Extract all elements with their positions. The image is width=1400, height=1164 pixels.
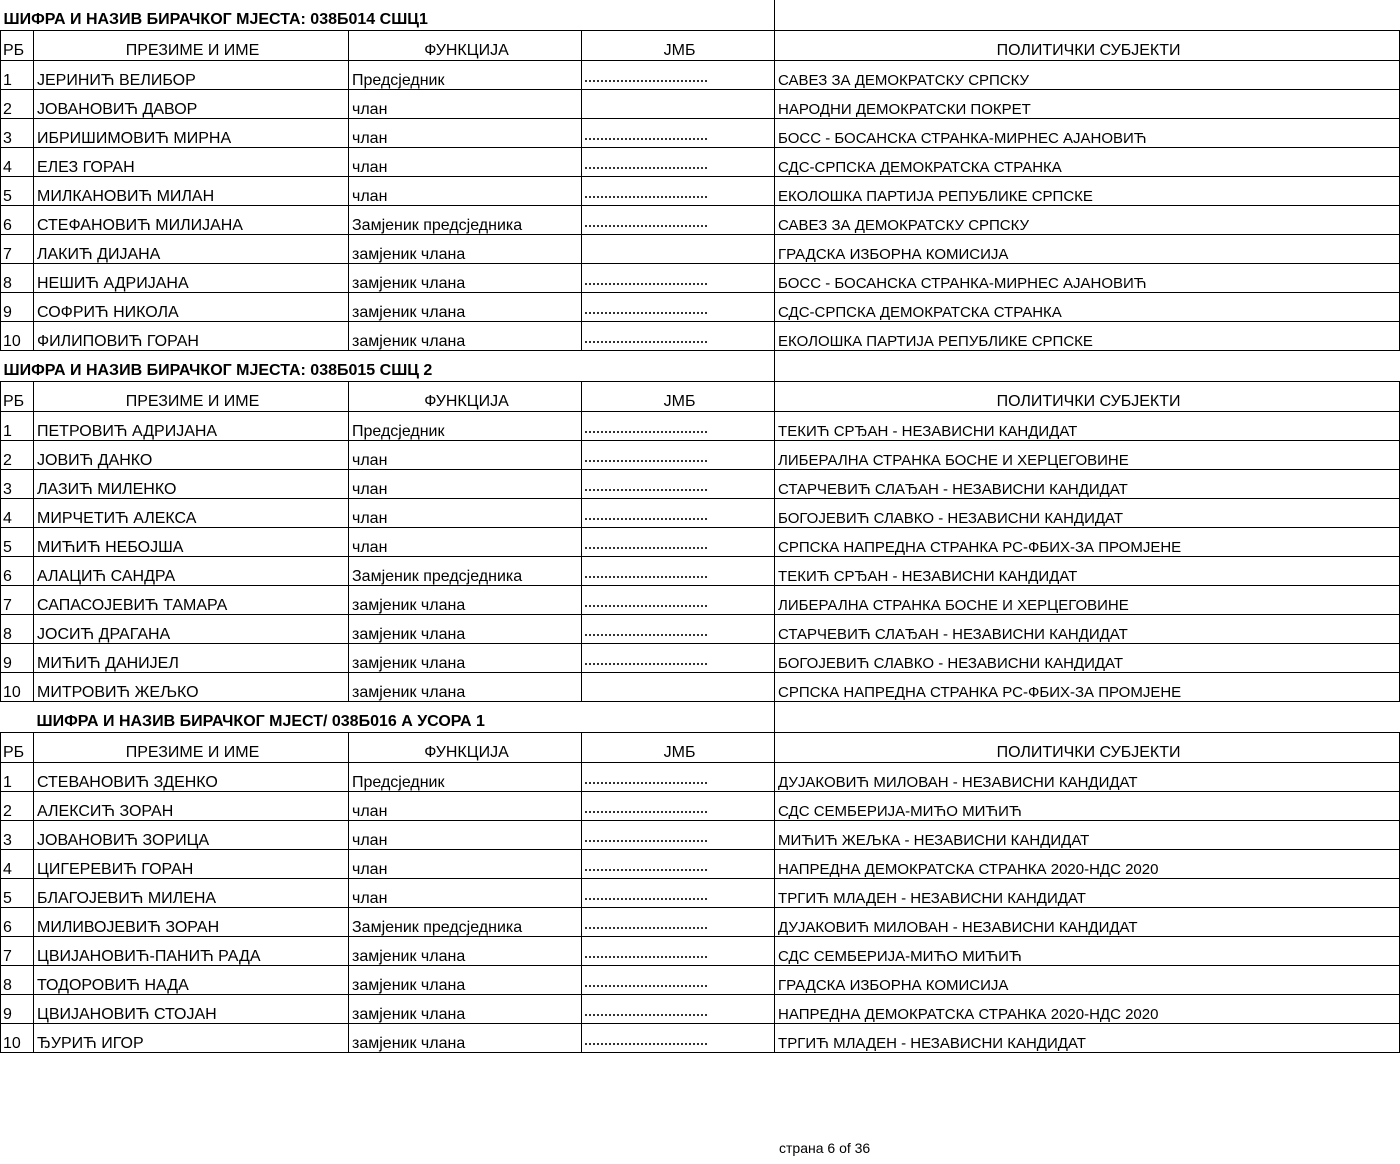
polling-station-title-row bbox=[1, 702, 1400, 733]
political-subject: ЛИБЕРАЛНА СТРАНКА БОСНЕ И ХЕРЦЕГОВИНЕ bbox=[775, 586, 1400, 615]
member-function: члан bbox=[349, 499, 582, 528]
member-jmb bbox=[582, 412, 775, 441]
redacted-jmb-mark bbox=[585, 923, 707, 929]
row-number: 10 bbox=[1, 673, 34, 702]
table-row bbox=[1, 1024, 1400, 1053]
member-name: АЛЕКСИЋ ЗОРАН bbox=[34, 792, 349, 821]
political-subject: СДС СЕМБЕРИЈА-МИЋО МИЋИЋ bbox=[775, 937, 1400, 966]
row-number: 5 bbox=[1, 879, 34, 908]
member-function: члан bbox=[349, 90, 582, 119]
redacted-jmb-mark bbox=[585, 601, 707, 607]
redacted-jmb-mark bbox=[585, 836, 707, 842]
row-number: 10 bbox=[1, 1024, 34, 1053]
member-name: ЕЛЕЗ ГОРАН bbox=[34, 148, 349, 177]
row-number: 5 bbox=[1, 177, 34, 206]
member-jmb bbox=[582, 499, 775, 528]
column-header-row bbox=[1, 382, 1400, 412]
member-function: замјеник члана bbox=[349, 586, 582, 615]
member-jmb bbox=[582, 557, 775, 586]
row-number: 1 bbox=[1, 61, 34, 90]
member-function: члан bbox=[349, 792, 582, 821]
redacted-jmb-mark bbox=[585, 514, 707, 520]
member-function: члан bbox=[349, 528, 582, 557]
table-row bbox=[1, 264, 1400, 293]
member-function: Предсједник bbox=[349, 61, 582, 90]
member-name: ЈЕРИНИЋ ВЕЛИБОР bbox=[34, 61, 349, 90]
polling-station-title: ШИФРА И НАЗИВ БИРАЧКОГ МЈЕСТА: 038Б014 СШЦ1 bbox=[1, 0, 775, 31]
political-subject: ГРАДСКА ИЗБОРНА КОМИСИЈА bbox=[775, 235, 1400, 264]
member-name: САПАСОЈЕВИЋ ТАМАРА bbox=[34, 586, 349, 615]
table-row bbox=[1, 148, 1400, 177]
row-number: 3 bbox=[1, 119, 34, 148]
political-subject: СДС-СРПСКА ДЕМОКРАТСКА СТРАНКА bbox=[775, 293, 1400, 322]
member-function: члан bbox=[349, 441, 582, 470]
member-jmb bbox=[582, 673, 775, 702]
table-row bbox=[1, 644, 1400, 673]
political-subject: ТЕКИЋ СРЂАН - НЕЗАВИСНИ КАНДИДАТ bbox=[775, 412, 1400, 441]
header-function: ФУНКЦИЈА bbox=[349, 382, 582, 412]
political-subject: ДУЈАКОВИЋ МИЛОВАН - НЕЗАВИСНИ КАНДИДАТ bbox=[775, 763, 1400, 792]
row-number: 10 bbox=[1, 322, 34, 351]
political-subject: НАПРЕДНА ДЕМОКРАТСКА СТРАНКА 2020-НДС 2020 bbox=[775, 995, 1400, 1024]
redacted-jmb-mark bbox=[585, 981, 707, 987]
member-name: МИРЧЕТИЋ АЛЕКСА bbox=[34, 499, 349, 528]
table-row bbox=[1, 557, 1400, 586]
member-jmb bbox=[582, 615, 775, 644]
row-number: 6 bbox=[1, 557, 34, 586]
redacted-jmb-mark bbox=[585, 485, 707, 491]
member-name: ЈОВАНОВИЋ ЗОРИЦА bbox=[34, 821, 349, 850]
row-number: 7 bbox=[1, 235, 34, 264]
header-name: ПРЕЗИМЕ И ИМЕ bbox=[34, 733, 349, 763]
redacted-jmb-mark bbox=[585, 279, 707, 285]
member-function: члан bbox=[349, 119, 582, 148]
redacted-jmb-mark bbox=[585, 894, 707, 900]
row-number: 4 bbox=[1, 499, 34, 528]
member-name: СОФРИЋ НИКОЛА bbox=[34, 293, 349, 322]
member-function: замјеник члана bbox=[349, 615, 582, 644]
polling-station-title-row bbox=[1, 0, 1400, 31]
table-row bbox=[1, 673, 1400, 702]
member-name: ЈОСИЋ ДРАГАНА bbox=[34, 615, 349, 644]
member-jmb bbox=[582, 470, 775, 499]
table-row bbox=[1, 879, 1400, 908]
redacted-jmb-mark bbox=[585, 427, 707, 433]
member-name: МИЋИЋ ДАНИЈЕЛ bbox=[34, 644, 349, 673]
political-subject: ЕКОЛОШКА ПАРТИЈА РЕПУБЛИКЕ СРПСКЕ bbox=[775, 177, 1400, 206]
row-number: 8 bbox=[1, 264, 34, 293]
political-subject: БОГОЈЕВИЋ СЛАВКО - НЕЗАВИСНИ КАНДИДАТ bbox=[775, 644, 1400, 673]
row-number: 7 bbox=[1, 586, 34, 615]
redacted-jmb-mark bbox=[585, 865, 707, 871]
member-name: ЛАКИЋ ДИЈАНА bbox=[34, 235, 349, 264]
political-subject: ТРГИЋ МЛАДЕН - НЕЗАВИСНИ КАНДИДАТ bbox=[775, 879, 1400, 908]
redacted-jmb-mark bbox=[585, 308, 707, 314]
member-jmb bbox=[582, 235, 775, 264]
member-name: СТЕВАНОВИЋ ЗДЕНКО bbox=[34, 763, 349, 792]
member-function: Предсједник bbox=[349, 763, 582, 792]
table-row bbox=[1, 615, 1400, 644]
member-jmb bbox=[582, 264, 775, 293]
member-function: замјеник члана bbox=[349, 644, 582, 673]
row-number: 8 bbox=[1, 966, 34, 995]
table-row bbox=[1, 206, 1400, 235]
title-blank-cell bbox=[775, 702, 1400, 733]
member-jmb bbox=[582, 937, 775, 966]
table-row bbox=[1, 586, 1400, 615]
table-row bbox=[1, 90, 1400, 119]
header-name: ПРЕЗИМЕ И ИМЕ bbox=[34, 31, 349, 61]
member-name: АЛАЦИЋ САНДРА bbox=[34, 557, 349, 586]
member-jmb bbox=[582, 1024, 775, 1053]
polling-station-title-row bbox=[1, 351, 1400, 382]
political-subject: САВЕЗ ЗА ДЕМОКРАТСКУ СРПСКУ bbox=[775, 206, 1400, 235]
member-function: замјеник члана bbox=[349, 322, 582, 351]
row-number: 1 bbox=[1, 763, 34, 792]
member-function: замјеник члана bbox=[349, 293, 582, 322]
row-number: 8 bbox=[1, 615, 34, 644]
member-function: замјеник члана bbox=[349, 235, 582, 264]
member-jmb bbox=[582, 119, 775, 148]
political-subject: МИЋИЋ ЖЕЉКА - НЕЗАВИСНИ КАНДИДАТ bbox=[775, 821, 1400, 850]
row-number: 9 bbox=[1, 644, 34, 673]
member-jmb bbox=[582, 821, 775, 850]
redacted-jmb-mark bbox=[585, 76, 707, 82]
title-blank-cell bbox=[775, 351, 1400, 382]
member-name: МИЛКАНОВИЋ МИЛАН bbox=[34, 177, 349, 206]
political-subject: СРПСКА НАПРЕДНА СТРАНКА РС-ФБИХ-ЗА ПРОМЈЕНЕ bbox=[775, 673, 1400, 702]
header-function: ФУНКЦИЈА bbox=[349, 31, 582, 61]
member-name: ЂУРИЋ ИГОР bbox=[34, 1024, 349, 1053]
redacted-jmb-mark bbox=[585, 543, 707, 549]
table-row bbox=[1, 322, 1400, 351]
member-function: члан bbox=[349, 821, 582, 850]
member-function: Предсједник bbox=[349, 412, 582, 441]
redacted-jmb-mark bbox=[585, 572, 707, 578]
member-jmb bbox=[582, 90, 775, 119]
row-number: 2 bbox=[1, 441, 34, 470]
member-function: замјеник члана bbox=[349, 966, 582, 995]
member-function: члан bbox=[349, 850, 582, 879]
redacted-jmb-mark bbox=[585, 337, 707, 343]
table-row bbox=[1, 528, 1400, 557]
row-number: 6 bbox=[1, 908, 34, 937]
row-number: 1 bbox=[1, 412, 34, 441]
member-jmb bbox=[582, 763, 775, 792]
political-subject: СТАРЧЕВИЋ СЛАЂАН - НЕЗАВИСНИ КАНДИДАТ bbox=[775, 470, 1400, 499]
row-number: 6 bbox=[1, 206, 34, 235]
member-jmb bbox=[582, 792, 775, 821]
table-row bbox=[1, 119, 1400, 148]
redacted-jmb-mark bbox=[585, 192, 707, 198]
header-rb: РБ bbox=[1, 382, 34, 412]
political-subject: САВЕЗ ЗА ДЕМОКРАТСКУ СРПСКУ bbox=[775, 61, 1400, 90]
political-subject: СДС-СРПСКА ДЕМОКРАТСКА СТРАНКА bbox=[775, 148, 1400, 177]
table-row bbox=[1, 499, 1400, 528]
redacted-jmb-mark bbox=[585, 807, 707, 813]
polling-station-title: ШИФРА И НАЗИВ БИРАЧКОГ МЈЕСТА: 038Б015 СШЦ 2 bbox=[1, 351, 775, 382]
political-subject: ЕКОЛОШКА ПАРТИЈА РЕПУБЛИКЕ СРПСКЕ bbox=[775, 322, 1400, 351]
member-name: НЕШИЋ АДРИЈАНА bbox=[34, 264, 349, 293]
member-jmb bbox=[582, 322, 775, 351]
row-number: 2 bbox=[1, 90, 34, 119]
member-name: ТОДОРОВИЋ НАДА bbox=[34, 966, 349, 995]
row-number: 4 bbox=[1, 148, 34, 177]
title-blank-cell bbox=[775, 0, 1400, 31]
table-row bbox=[1, 966, 1400, 995]
redacted-jmb-mark bbox=[585, 163, 707, 169]
table-row bbox=[1, 850, 1400, 879]
member-jmb bbox=[582, 995, 775, 1024]
political-subject: БОСС - БОСАНСКА СТРАНКА-МИРНЕС АЈАНОВИЋ bbox=[775, 119, 1400, 148]
member-name: ЛАЗИЋ МИЛЕНКО bbox=[34, 470, 349, 499]
header-function: ФУНКЦИЈА bbox=[349, 733, 582, 763]
political-subject: БОСС - БОСАНСКА СТРАНКА-МИРНЕС АЈАНОВИЋ bbox=[775, 264, 1400, 293]
table-row bbox=[1, 177, 1400, 206]
political-subject: ГРАДСКА ИЗБОРНА КОМИСИЈА bbox=[775, 966, 1400, 995]
table-row bbox=[1, 937, 1400, 966]
member-jmb bbox=[582, 293, 775, 322]
header-rb: РБ bbox=[1, 733, 34, 763]
member-name: ЦВИЈАНОВИЋ-ПАНИЋ РАДА bbox=[34, 937, 349, 966]
redacted-jmb-mark bbox=[585, 778, 707, 784]
header-party: ПОЛИТИЧКИ СУБЈЕКТИ bbox=[775, 733, 1400, 763]
table-row bbox=[1, 235, 1400, 264]
member-function: члан bbox=[349, 879, 582, 908]
member-function: Замјеник предсједника bbox=[349, 206, 582, 235]
table-row bbox=[1, 763, 1400, 792]
member-jmb bbox=[582, 148, 775, 177]
member-function: члан bbox=[349, 470, 582, 499]
political-subject: ТЕКИЋ СРЂАН - НЕЗАВИСНИ КАНДИДАТ bbox=[775, 557, 1400, 586]
member-name: ПЕТРОВИЋ АДРИЈАНА bbox=[34, 412, 349, 441]
redacted-jmb-mark bbox=[585, 1039, 707, 1045]
table-row bbox=[1, 412, 1400, 441]
political-subject: СРПСКА НАПРЕДНА СТРАНКА РС-ФБИХ-ЗА ПРОМЈЕНЕ bbox=[775, 528, 1400, 557]
redacted-jmb-mark bbox=[585, 952, 707, 958]
row-number: 9 bbox=[1, 995, 34, 1024]
table-row bbox=[1, 821, 1400, 850]
member-function: замјеник члана bbox=[349, 1024, 582, 1053]
redacted-jmb-mark bbox=[585, 221, 707, 227]
member-jmb bbox=[582, 177, 775, 206]
row-number: 3 bbox=[1, 470, 34, 499]
column-header-row bbox=[1, 31, 1400, 61]
header-jmb: ЈМБ bbox=[582, 31, 775, 61]
member-name: ЈОВАНОВИЋ ДАВОР bbox=[34, 90, 349, 119]
political-subject: ТРГИЋ МЛАДЕН - НЕЗАВИСНИ КАНДИДАТ bbox=[775, 1024, 1400, 1053]
redacted-jmb-mark bbox=[585, 134, 707, 140]
political-subject: СДС СЕМБЕРИЈА-МИЋО МИЋИЋ bbox=[775, 792, 1400, 821]
member-name: МИЋИЋ НЕБОЈША bbox=[34, 528, 349, 557]
member-name: ЦВИЈАНОВИЋ СТОЈАН bbox=[34, 995, 349, 1024]
row-number: 3 bbox=[1, 821, 34, 850]
political-subject: ЛИБЕРАЛНА СТРАНКА БОСНЕ И ХЕРЦЕГОВИНЕ bbox=[775, 441, 1400, 470]
member-name: ЦИГЕРЕВИЋ ГОРАН bbox=[34, 850, 349, 879]
polling-station-title: ШИФРА И НАЗИВ БИРАЧКОГ МЈЕСТ/ 038Б016 А УСОРА 1 bbox=[1, 702, 775, 733]
member-jmb bbox=[582, 586, 775, 615]
page-number: страна 6 of 36 bbox=[779, 1140, 871, 1156]
member-jmb bbox=[582, 644, 775, 673]
row-number: 9 bbox=[1, 293, 34, 322]
political-subject: ДУЈАКОВИЋ МИЛОВАН - НЕЗАВИСНИ КАНДИДАТ bbox=[775, 908, 1400, 937]
political-subject: НАПРЕДНА ДЕМОКРАТСКА СТРАНКА 2020-НДС 2020 bbox=[775, 850, 1400, 879]
member-function: замјеник члана bbox=[349, 937, 582, 966]
row-number: 4 bbox=[1, 850, 34, 879]
member-jmb bbox=[582, 908, 775, 937]
member-function: члан bbox=[349, 177, 582, 206]
member-name: МИЛИВОЈЕВИЋ ЗОРАН bbox=[34, 908, 349, 937]
header-party: ПОЛИТИЧКИ СУБЈЕКТИ bbox=[775, 31, 1400, 61]
row-number: 7 bbox=[1, 937, 34, 966]
header-jmb: ЈМБ bbox=[582, 382, 775, 412]
redacted-jmb-mark bbox=[585, 456, 707, 462]
political-subject: БОГОЈЕВИЋ СЛАВКО - НЕЗАВИСНИ КАНДИДАТ bbox=[775, 499, 1400, 528]
row-number: 2 bbox=[1, 792, 34, 821]
member-jmb bbox=[582, 966, 775, 995]
member-name: СТЕФАНОВИЋ МИЛИЈАНА bbox=[34, 206, 349, 235]
table-row bbox=[1, 470, 1400, 499]
political-subject: СТАРЧЕВИЋ СЛАЂАН - НЕЗАВИСНИ КАНДИДАТ bbox=[775, 615, 1400, 644]
table-row bbox=[1, 908, 1400, 937]
header-jmb: ЈМБ bbox=[582, 733, 775, 763]
member-name: ИБРИШИМОВИЋ МИРНА bbox=[34, 119, 349, 148]
table-row bbox=[1, 441, 1400, 470]
table-row bbox=[1, 792, 1400, 821]
redacted-jmb-mark bbox=[585, 630, 707, 636]
member-function: замјеник члана bbox=[349, 673, 582, 702]
member-jmb bbox=[582, 879, 775, 908]
member-name: ЈОВИЋ ДАНКО bbox=[34, 441, 349, 470]
member-function: Замјеник предсједника bbox=[349, 557, 582, 586]
member-jmb bbox=[582, 441, 775, 470]
member-jmb bbox=[582, 850, 775, 879]
row-number: 5 bbox=[1, 528, 34, 557]
header-party: ПОЛИТИЧКИ СУБЈЕКТИ bbox=[775, 382, 1400, 412]
political-subject: НАРОДНИ ДЕМОКРАТСКИ ПОКРЕТ bbox=[775, 90, 1400, 119]
member-name: ФИЛИПОВИЋ ГОРАН bbox=[34, 322, 349, 351]
member-jmb bbox=[582, 206, 775, 235]
table-row bbox=[1, 293, 1400, 322]
table-row bbox=[1, 995, 1400, 1024]
redacted-jmb-mark bbox=[585, 1010, 707, 1016]
member-function: Замјеник предсједника bbox=[349, 908, 582, 937]
member-name: БЛАГОЈЕВИЋ МИЛЕНА bbox=[34, 879, 349, 908]
redacted-jmb-mark bbox=[585, 659, 707, 665]
header-rb: РБ bbox=[1, 31, 34, 61]
member-function: замјеник члана bbox=[349, 264, 582, 293]
member-function: замјеник члана bbox=[349, 995, 582, 1024]
member-jmb bbox=[582, 61, 775, 90]
member-function: члан bbox=[349, 148, 582, 177]
table-row bbox=[1, 61, 1400, 90]
member-jmb bbox=[582, 528, 775, 557]
column-header-row bbox=[1, 733, 1400, 763]
member-name: МИТРОВИЋ ЖЕЉКО bbox=[34, 673, 349, 702]
header-name: ПРЕЗИМЕ И ИМЕ bbox=[34, 382, 349, 412]
